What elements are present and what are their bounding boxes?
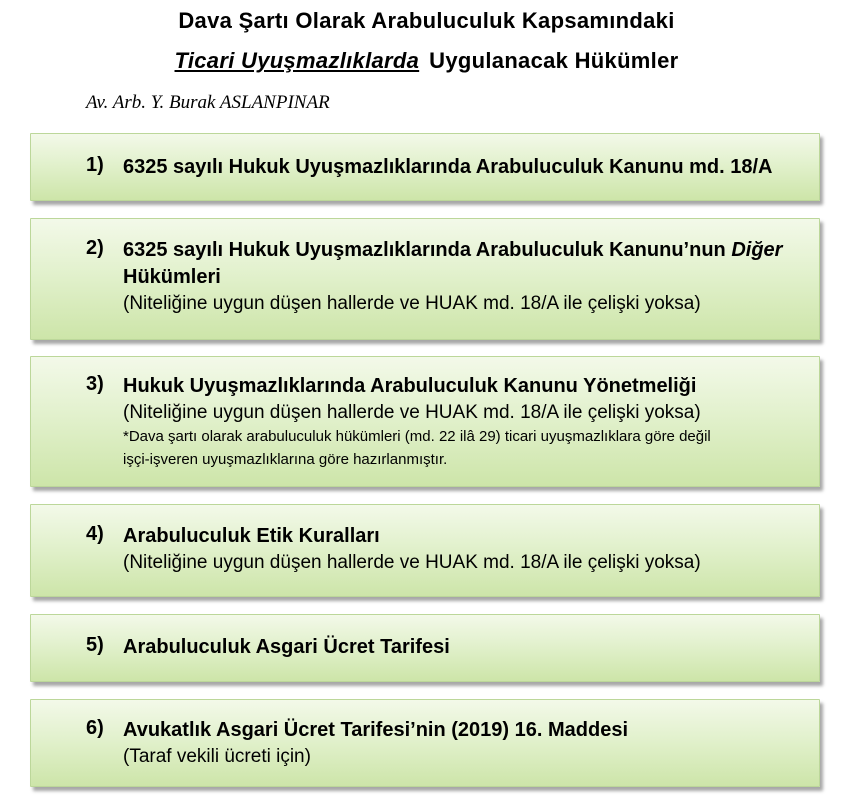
item-number: 6) [86,717,104,739]
item-number: 1) [86,154,104,176]
item-box-2 [30,218,820,340]
item-number: 4) [86,523,104,545]
item-footnote-line-1: *Dava şartı olarak arabuluculuk hükümleri (md. 22 ilâ 29) ticari uyuşmazlıklara göre değil [123,428,711,445]
item-box-6 [30,699,820,787]
title-emphasis: Ticari Uyuşmazlıklarda [174,48,420,73]
item-number: 5) [86,634,104,656]
item-number: 2) [86,237,104,259]
item-note: (Niteliğine uygun düşen hallerde ve HUAK md. 18/A ile çelişki yoksa) [123,402,701,423]
item-box-4 [30,504,820,597]
title-line-1: Dava Şartı Olarak Arabuluculuk Kapsamındaki [178,8,675,33]
title-line-2 [0,48,853,74]
item-box-1 [30,133,820,201]
item-heading: Arabuluculuk Etik Kuralları [123,525,380,547]
item-box-5 [30,614,820,682]
item-heading: 6325 sayılı Hukuk Uyuşmazlıklarında Arabuluculuk Kanunu’nun Diğer Hükümleri [123,239,783,288]
item-note: (Niteliğine uygun düşen hallerde ve HUAK md. 18/A ile çelişki yoksa) [123,293,701,314]
title-rest: Uygulanacak Hükümler [429,48,679,73]
author: Av. Arb. Y. Burak ASLANPINAR [86,92,330,113]
item-note: (Niteliğine uygun düşen hallerde ve HUAK md. 18/A ile çelişki yoksa) [123,552,701,573]
item-note: (Taraf vekili ücreti için) [123,746,311,767]
heading-emphasis: Diğer [731,239,783,261]
item-heading: Hukuk Uyuşmazlıklarında Arabuluculuk Kanunu Yönetmeliği [123,375,697,397]
item-heading: Avukatlık Asgari Ücret Tarifesi’nin (2019) 16. Maddesi [123,719,628,741]
item-box-3 [30,356,820,487]
item-footnote-line-2: işçi-işveren uyuşmazlıklarına göre hazırlanmıştır. [123,451,448,468]
item-number: 3) [86,373,104,395]
item-heading: Arabuluculuk Asgari Ücret Tarifesi [123,636,450,658]
item-heading: 6325 sayılı Hukuk Uyuşmazlıklarında Arabuluculuk Kanunu md. 18/A [123,156,773,178]
